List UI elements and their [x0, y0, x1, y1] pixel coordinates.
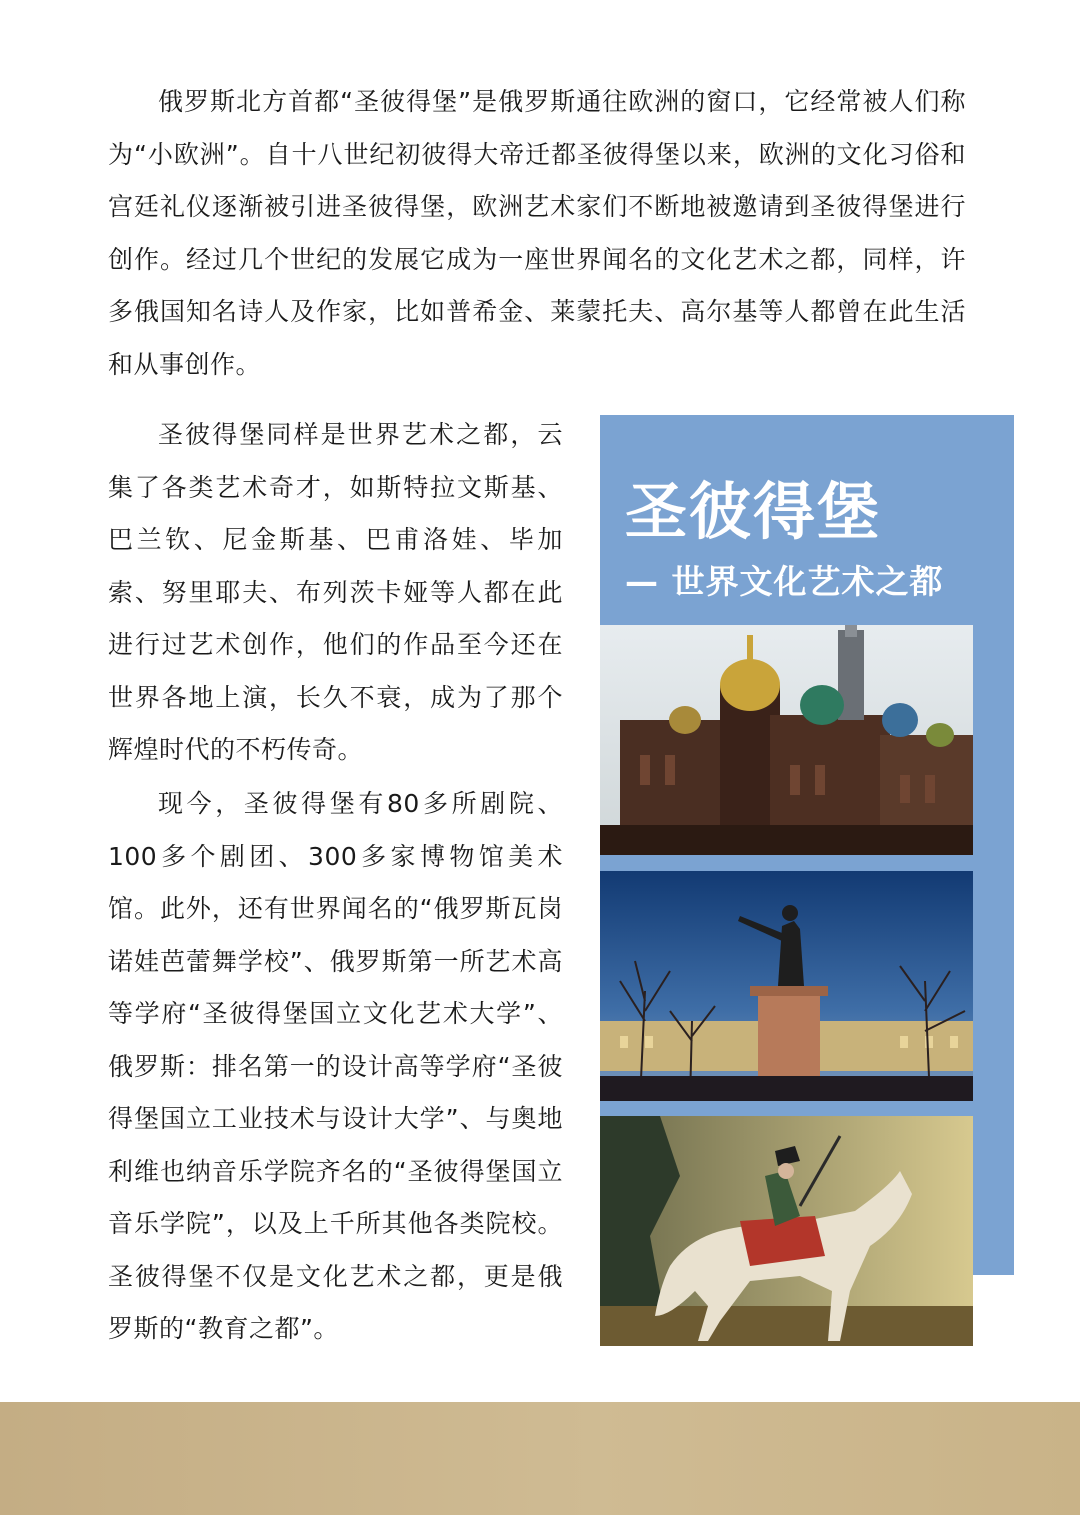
- education-paragraph: 现今，圣彼得堡有80多所剧院、100多个剧团、300多家博物馆美术馆。此外，还有世界闻名的“俄罗斯瓦岗诺娃芭蕾舞学校”、俄罗斯第一所艺术高等学府“圣彼得堡国立文化艺术大学”、俄罗斯：排名第一的设计高等学府“圣彼得堡国立工业技术与设计大学”、与奥地利维也纳音乐学院齐名的“圣彼得堡国立音乐学院”，以及上千所其他各类院校。圣彼得堡不仅是文化艺术之都，更是俄罗斯的“教育之都”。: [108, 789, 563, 1343]
- panel-title: 圣彼得堡: [625, 475, 882, 548]
- cathedral-photo: [600, 625, 973, 855]
- equestrian-painting: [600, 1116, 973, 1346]
- arts-paragraph: 圣彼得堡同样是世界艺术之都，云集了各类艺术奇才，如斯特拉文斯基、巴兰钦、尼金斯基、巴甫洛娃、毕加索、努里耶夫、布列茨卡娅等人都在此进行过艺术创作，他们的作品至今还在世界各地上演，长久不衰，成为了那个辉煌时代的不朽传奇。: [108, 420, 563, 764]
- footer-band: [0, 1402, 1080, 1515]
- panel-subtitle: — 世界文化艺术之都: [625, 562, 944, 601]
- intro-paragraph: 俄罗斯北方首都“圣彼得堡”是俄罗斯通往欧洲的窗口，它经常被人们称为“小欧洲”。自十八世纪初彼得大帝迁都圣彼得堡以来，欧洲的文化习俗和宫廷礼仪逐渐被引进圣彼得堡，欧洲艺术家们不断地被邀请到圣彼得堡进行创作。经过几个世纪的发展它成为一座世界闻名的文化艺术之都，同样，许多俄国知名诗人及作家，比如普希金、莱蒙托夫、高尔基等人都曾在此生活和从事创作。: [108, 87, 966, 379]
- statue-photo: [600, 871, 973, 1101]
